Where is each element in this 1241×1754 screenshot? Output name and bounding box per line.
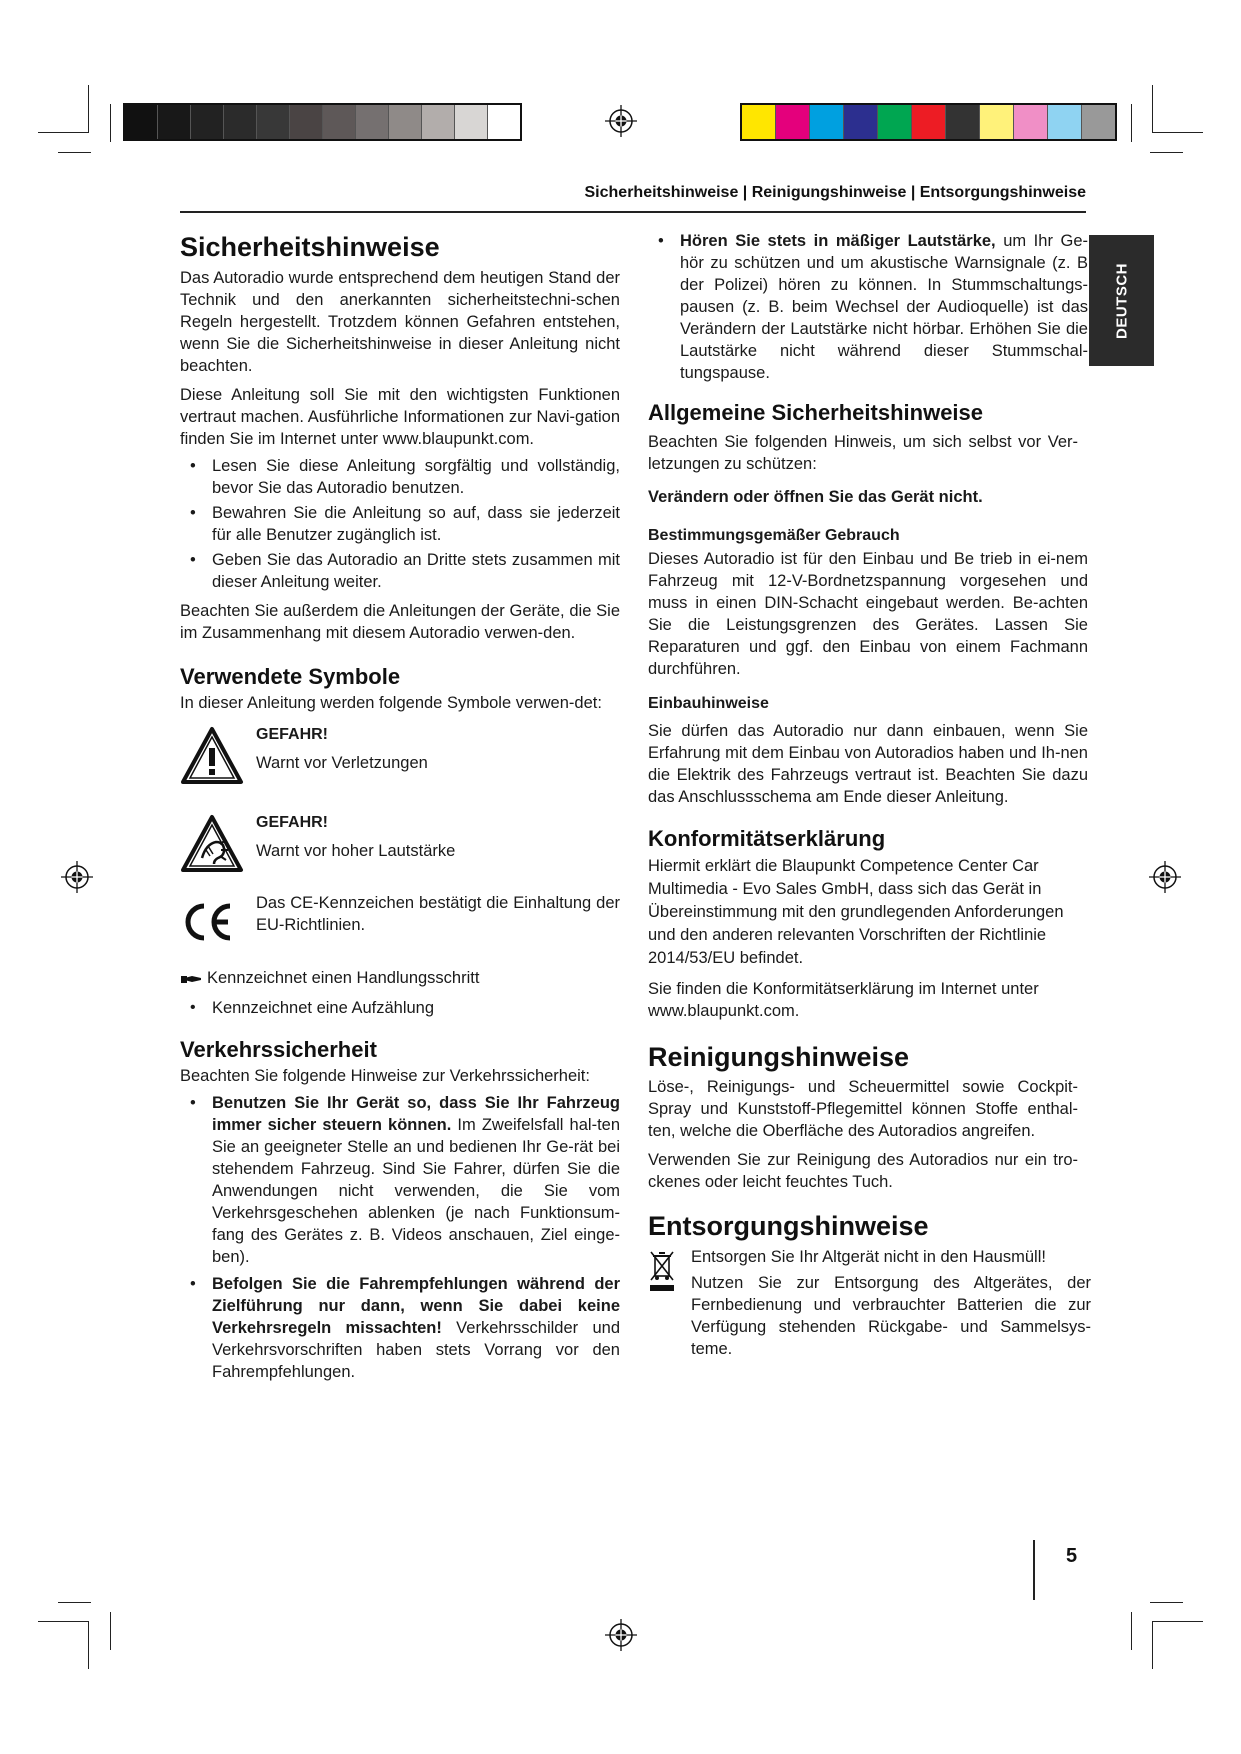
registration-mark-icon xyxy=(605,1619,637,1651)
calibration-swatch xyxy=(911,105,945,139)
symbol-enumeration xyxy=(180,997,620,1023)
warning-triangle-icon xyxy=(180,726,244,786)
registration-mark-icon xyxy=(1149,861,1181,893)
list-item xyxy=(648,230,1088,384)
reinigung-paragraph-1: Löse-, Reinigungs- und Scheuermittel sowie Cockpit-Spray und Kunststoff-Pflegemittel können Stoffe enthal-ten, welche die Oberfläche des Autoradios angreifen. xyxy=(648,1078,1078,1140)
calibration-swatch xyxy=(223,105,256,139)
volume-bullet-list xyxy=(648,230,1088,384)
registration-mark-icon xyxy=(61,861,93,893)
calibration-swatch xyxy=(945,105,979,139)
calibration-swatch xyxy=(190,105,223,139)
symbol-title: GEFAHR! xyxy=(256,814,328,831)
page-number: 5 xyxy=(1066,1545,1078,1567)
calibration-swatch xyxy=(421,105,454,139)
entsorgung-block xyxy=(648,1246,1092,1360)
color-calibration-bar xyxy=(740,103,1117,141)
einbau-text: Sie dürfen das Autoradio nur dann einbauen, wenn Sie Erfahrung mit dem Einbau von Autoradios haben und Ih-nen die Elektrik des Fahrzeugs vertraut ist. Beachten Sie dazu das Anschlussschema am Ende dieser Anleitung. xyxy=(648,722,1088,806)
calibration-swatch xyxy=(742,105,775,139)
crossed-bin-icon xyxy=(648,1248,676,1292)
calibration-swatch xyxy=(355,105,388,139)
heading-konformitaetserklaerung: Konformitätserklärung xyxy=(648,826,886,851)
calibration-swatch xyxy=(877,105,911,139)
calibration-swatch xyxy=(487,105,520,139)
symbol-description: Das CE-Kennzeichen bestätigt die Einhaltung der EU-Richtlinien. xyxy=(256,894,620,934)
calibration-swatch xyxy=(1047,105,1081,139)
entsorgung-line-2: Nutzen Sie zur Entsorgung des Altgerätes, der Fernbedienung und verbrauchter Batterien die zur Verfügung stehenden Rückgabe- und Sammelsys-teme. xyxy=(691,1274,1091,1358)
reinigung-paragraph-2: Verwenden Sie zur Reinigung des Autoradios nur ein tro-ckenes oder leicht feuchtes Tuch. xyxy=(648,1151,1078,1191)
allgemein-intro: Beachten Sie folgenden Hinweis, um sich selbst vor Ver-letzungen zu schützen: xyxy=(648,433,1078,473)
symbol-description: Kennzeichnet eine Aufzählung xyxy=(212,999,435,1017)
intro-bullet-list xyxy=(180,455,620,593)
calibration-swatch xyxy=(256,105,289,139)
heading-verwendete-symbole: Verwendete Symbole xyxy=(180,664,401,689)
entsorgung-line-1: Entsorgen Sie Ihr Altgerät nicht in den Hausmüll! xyxy=(691,1248,1046,1266)
symbol-danger-injury xyxy=(180,724,620,794)
symbol-ce-mark xyxy=(180,892,620,954)
gray-calibration-bar xyxy=(123,103,522,141)
calibration-swatch xyxy=(979,105,1013,139)
left-column xyxy=(180,230,620,1383)
page-number-divider xyxy=(1033,1540,1035,1600)
heading-sicherheitshinweise: Sicherheitshinweise xyxy=(180,232,440,262)
konform-text: Hiermit erklärt die Blaupunkt Competence Center Car Multimedia - Evo Sales GmbH, dass sich das Gerät in Übereinstimmung mit den grundlegenden Anforderungen und den anderen relevanten Vorschriften der Richtlinie 2014/53/EU befindet. xyxy=(648,857,1064,967)
language-tab-label: DEUTSCH xyxy=(1113,262,1130,339)
calibration-swatch xyxy=(454,105,487,139)
symbol-action-step xyxy=(180,967,620,993)
verkehr-bullet-list xyxy=(180,1092,620,1383)
calibration-swatch xyxy=(289,105,322,139)
symbol-danger-volume xyxy=(180,812,620,882)
running-header: Sicherheitshinweise | Reinigungshinweise | Entsorgungshinweise xyxy=(584,184,1086,201)
calibration-swatch xyxy=(1013,105,1047,139)
heading-reinigungshinweise: Reinigungshinweise xyxy=(648,1042,910,1072)
bold-lead: Hören Sie stets in mäßiger Lautstärke, xyxy=(680,232,996,250)
symbol-title: GEFAHR! xyxy=(256,726,328,743)
list-item: • Bewahren Sie die Anleitung so auf, dass sie jederzeit für alle Benutzer zugänglich ist. xyxy=(180,502,620,546)
item-text: um Ihr Ge-hör zu schützen und um akustische Warnsignale (z. B der Polizei) hören zu können. In Stummschaltungs-pausen (z. B. beim Wechsel der Audioquelle) ist das Verändern der Lautstärke nicht hörbar. Erhöhen Sie die Lautstärke nicht während dieser Stummschal-tungspause. xyxy=(680,232,1088,382)
intro-paragraph-3: Beachten Sie außerdem die Anleitungen der Geräte, die Sie im Zusammenhang mit diesem Autoradio verwen-den. xyxy=(180,602,620,642)
list-item xyxy=(180,1092,620,1268)
calibration-swatch xyxy=(157,105,190,139)
calibration-swatch xyxy=(125,105,157,139)
bullet-icon: • xyxy=(190,999,196,1016)
allgemein-warning: Verändern oder öffnen Sie das Gerät nicht. xyxy=(648,488,983,506)
registration-mark-icon xyxy=(605,105,637,137)
calibration-swatch xyxy=(322,105,355,139)
symbole-intro: In dieser Anleitung werden folgende Symbole verwen-det: xyxy=(180,694,602,712)
hearing-warning-icon xyxy=(180,814,244,874)
calibration-swatch xyxy=(843,105,877,139)
heading-einbauhinweise: Einbauhinweise xyxy=(648,695,769,712)
ce-mark-icon xyxy=(180,902,236,942)
list-item: • Lesen Sie diese Anleitung sorgfältig und vollständig, bevor Sie das Autoradio benutzen. xyxy=(180,455,620,499)
right-column xyxy=(648,230,1092,1360)
konform-text-2: Sie finden die Konformitätserklärung im Internet unter www.blaupunkt.com. xyxy=(648,980,1039,1020)
heading-verkehrssicherheit: Verkehrssicherheit xyxy=(180,1037,377,1062)
language-tab xyxy=(1089,235,1154,366)
bold-lead: Benutzen Sie Ihr Gerät so, dass Sie Ihr Fahrzeug immer sicher steuern können. xyxy=(212,1094,620,1134)
heading-entsorgungshinweise: Entsorgungshinweise xyxy=(648,1211,929,1241)
intro-paragraph-2: Diese Anleitung soll Sie mit den wichtigsten Funktionen vertraut machen. Ausführliche Informationen zur Navi-gation finden Sie im Internet unter www.blaupunkt.com. xyxy=(180,386,620,448)
symbol-description: Kennzeichnet einen Handlungsschritt xyxy=(207,969,480,987)
verkehr-intro: Beachten Sie folgende Hinweise zur Verkehrssicherheit: xyxy=(180,1067,590,1085)
calibration-swatch xyxy=(775,105,809,139)
calibration-swatch xyxy=(1081,105,1115,139)
heading-allgemeine-sicherheitshinweise: Allgemeine Sicherheitshinweise xyxy=(648,400,984,425)
heading-bestimmungsgemaesser-gebrauch: Bestimmungsgemäßer Gebrauch xyxy=(648,527,900,544)
calibration-swatch xyxy=(388,105,421,139)
bold-lead: Befolgen Sie die Fahrempfehlungen während der Zielführung nur dann, wenn Sie dabei keine Verkehrsregeln missachten! xyxy=(212,1275,620,1337)
item-text: Verkehrsschilder und Verkehrsvorschriften haben stets Vorrang vor den Fahrempfehlungen. xyxy=(212,1319,621,1381)
symbol-description: Warnt vor Verletzungen xyxy=(256,754,428,772)
symbol-description: Warnt vor hoher Lautstärke xyxy=(256,842,456,860)
calibration-swatch xyxy=(809,105,843,139)
bestimmung-text: Dieses Autoradio ist für den Einbau und Be trieb in ei-nem Fahrzeug mit 12-V-Bordnetzspannung vorgesehen und muss in einen DIN-Schacht eingebaut werden. Be-achten Sie die Leistungsgrenzen des Gerätes. Lassen Sie Reparaturen und ggf. den Einbau von einem Fachmann durchführen. xyxy=(648,550,1088,678)
header-divider xyxy=(180,211,1086,213)
intro-paragraph-1: Das Autoradio wurde entsprechend dem heutigen Stand der Technik und den anerkannten sicherheitstechni-schen Regeln hergestellt. Trotzdem können Gefahren entstehen, wenn Sie die Sicherheitshinweise in dieser Anleitung nicht beachten. xyxy=(180,269,620,375)
item-text: Im Zweifelsfall hal-ten Sie an geeigneter Stelle an und bedienen Ihr Ge-rät bei stehendem Fahrzeug. Sind Sie Fahrer, dürfen Sie die Anwendungen nicht verwenden, die Sie vom Verkehrsgeschehen ablenken (je nach Funktionsum-fang des Gerätes z. B. Videos anschauen, Ziel einge-ben). xyxy=(212,1116,621,1266)
list-item xyxy=(180,1273,620,1383)
pointing-hand-icon xyxy=(180,973,202,985)
list-item: • Geben Sie das Autoradio an Dritte stets zusammen mit dieser Anleitung weiter. xyxy=(180,549,620,593)
